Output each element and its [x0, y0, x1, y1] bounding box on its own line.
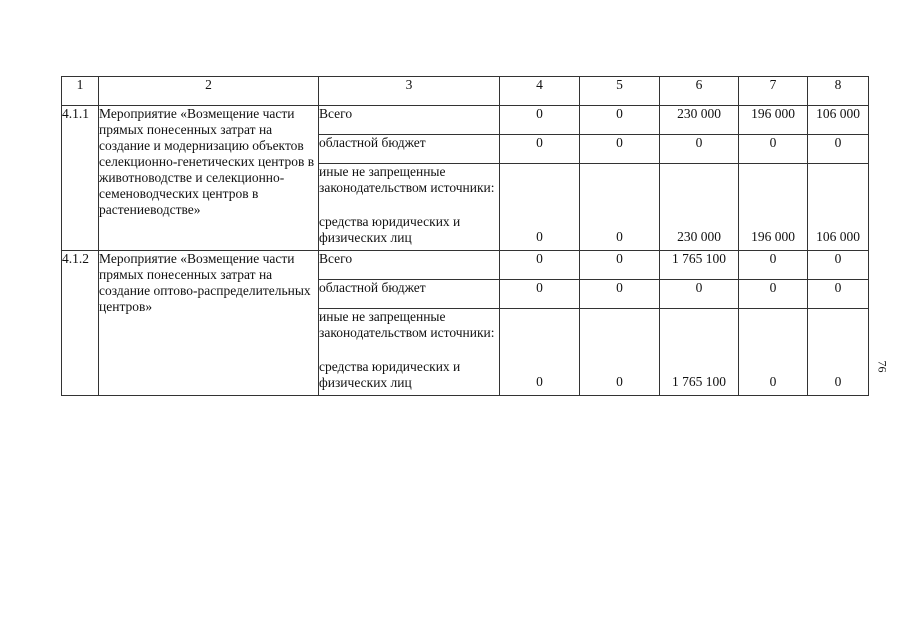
item-description: Мероприятие «Возмещение части прямых понесенных затрат на создание оптово-распределительных центров»: [99, 251, 319, 396]
item-code: 4.1.1: [62, 106, 99, 251]
value-cell: 106 000: [808, 164, 869, 251]
value-cell: 230 000: [660, 106, 739, 135]
value-cell: 0: [660, 135, 739, 164]
source-label: [319, 309, 500, 396]
value-cell: 0: [808, 135, 869, 164]
other-sources-label: иные не запрещенные законодательством источники:: [319, 164, 495, 195]
value-cell: 0: [660, 280, 739, 309]
page-number: 76: [875, 360, 890, 373]
value-cell: 0: [580, 135, 660, 164]
value-cell: 0: [580, 309, 660, 396]
value-cell: 0: [580, 164, 660, 251]
value-cell: 106 000: [808, 106, 869, 135]
legal-entities-label: средства юридических и физических лиц: [319, 214, 461, 245]
value-cell: 0: [739, 280, 808, 309]
value-cell: 230 000: [660, 164, 739, 251]
header-row: [62, 77, 869, 106]
value-cell: 0: [580, 106, 660, 135]
other-sources-label: иные не запрещенные законодательством источники:: [319, 309, 495, 340]
source-label: областной бюджет: [319, 280, 500, 309]
source-label: [319, 164, 500, 251]
header-cell: 5: [580, 77, 660, 106]
item-code: 4.1.2: [62, 251, 99, 396]
value-cell: 0: [739, 309, 808, 396]
source-label: Всего: [319, 251, 500, 280]
value-cell: 0: [500, 135, 580, 164]
value-cell: 196 000: [739, 106, 808, 135]
value-cell: 0: [808, 251, 869, 280]
value-cell: 0: [500, 309, 580, 396]
header-cell: 4: [500, 77, 580, 106]
table-row: [62, 251, 869, 280]
value-cell: 0: [808, 280, 869, 309]
header-cell: 8: [808, 77, 869, 106]
value-cell: 0: [500, 164, 580, 251]
value-cell: 0: [580, 280, 660, 309]
legal-entities-label: средства юридических и физических лиц: [319, 359, 461, 390]
header-cell: 1: [62, 77, 99, 106]
value-cell: 1 765 100: [660, 309, 739, 396]
header-cell: 3: [319, 77, 500, 106]
value-cell: 0: [500, 280, 580, 309]
value-cell: 0: [739, 251, 808, 280]
item-description: Мероприятие «Возмещение части прямых понесенных затрат на создание и модернизацию объектов селекционно-генетических центров в животноводстве и селекционно-семеноводческих центров в растениеводстве»: [99, 106, 319, 251]
header-cell: 2: [99, 77, 319, 106]
value-cell: 196 000: [739, 164, 808, 251]
header-cell: 6: [660, 77, 739, 106]
value-cell: 0: [808, 309, 869, 396]
budget-table: [61, 76, 869, 396]
table-row: [62, 106, 869, 135]
value-cell: 0: [500, 106, 580, 135]
value-cell: 1 765 100: [660, 251, 739, 280]
value-cell: 0: [739, 135, 808, 164]
header-cell: 7: [739, 77, 808, 106]
value-cell: 0: [500, 251, 580, 280]
source-label: Всего: [319, 106, 500, 135]
value-cell: 0: [580, 251, 660, 280]
source-label: областной бюджет: [319, 135, 500, 164]
